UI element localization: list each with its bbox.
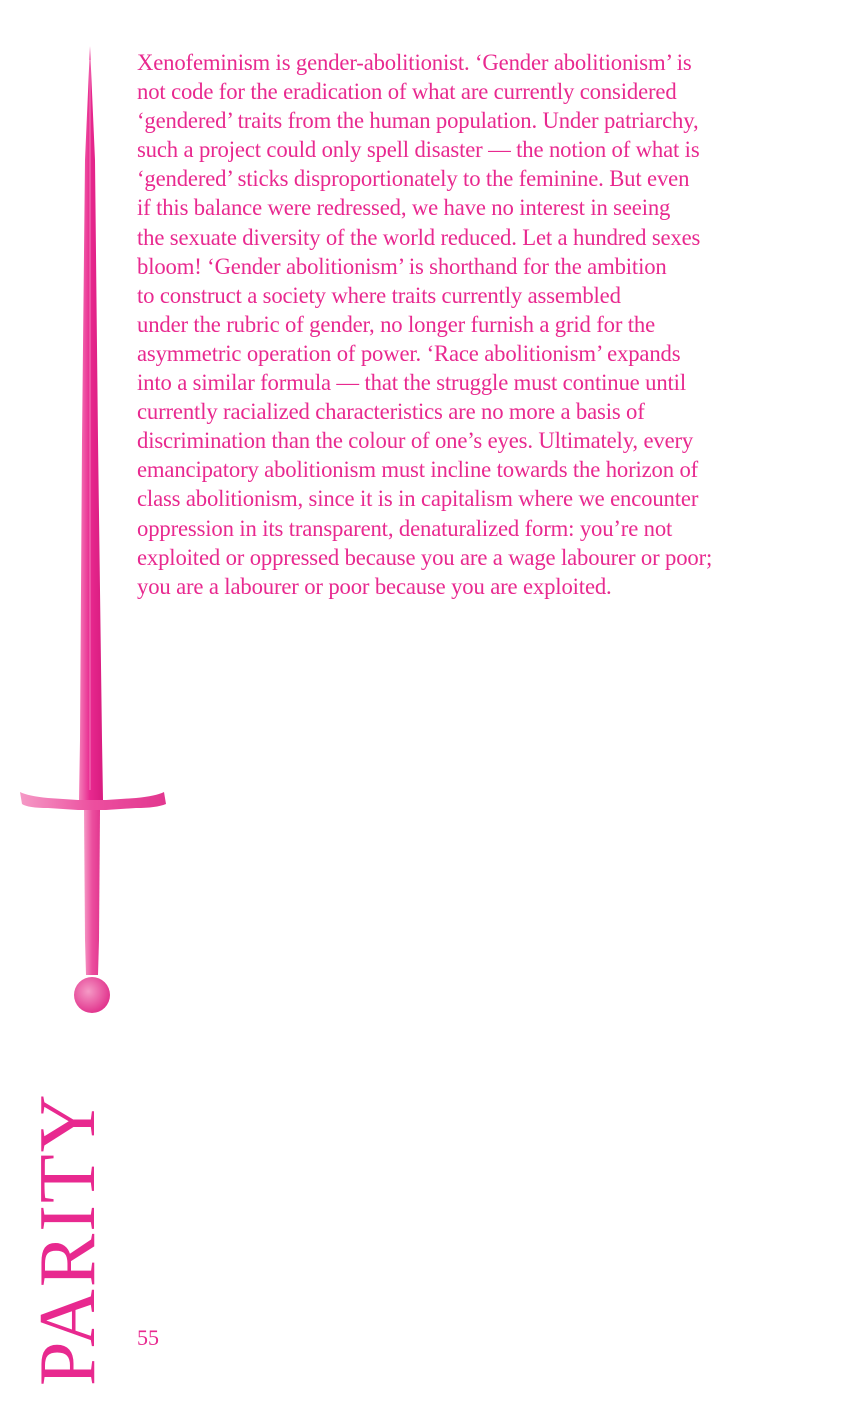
page-number: 55	[137, 1325, 159, 1350]
body-line: discrimination than the colour of one’s eyes. Ultimately, every	[137, 428, 694, 454]
body-line: you are a labourer or poor because you are exploited.	[137, 573, 612, 599]
body-line: to construct a society where traits currently assembled	[137, 282, 621, 308]
sword-pommel	[74, 977, 110, 1013]
body-line: if this balance were redressed, we have no interest in seeing	[137, 195, 671, 221]
body-line: ‘gendered’ traits from the human population. Under patriarchy,	[137, 108, 699, 134]
sword-grip	[84, 810, 100, 975]
body-line: Xenofeminism is gender-abolitionist. ‘Gender abolitionism’ is	[137, 50, 692, 75]
body-line: the sexuate diversity of the world reduced. Let a hundred sexes	[137, 224, 701, 250]
body-line: such a project could only spell disaster — the notion of what is	[137, 137, 700, 163]
section-title: PARITY	[24, 1092, 112, 1386]
body-line: not code for the eradication of what are currently considered	[137, 79, 677, 105]
body-line: class abolitionism, since it is in capitalism where we encounter	[137, 486, 699, 512]
body-line: currently racialized characteristics are no more a basis of	[137, 399, 645, 425]
body-line: asymmetric operation of power. ‘Race abolitionism’ expands	[137, 340, 681, 366]
body-line: ‘gendered’ sticks disproportionately to the feminine. But even	[137, 166, 690, 192]
body-line: emancipatory abolitionism must incline towards the horizon of	[137, 457, 699, 483]
body-line: oppression in its transparent, denaturalized form: you’re not	[137, 515, 673, 541]
body-line: into a similar formula — that the struggle must continue until	[137, 370, 686, 396]
body-line: exploited or oppressed because you are a wage labourer or poor;	[137, 544, 713, 570]
body-paragraph	[137, 48, 827, 601]
body-line: bloom! ‘Gender abolitionism’ is shorthand for the ambition	[137, 253, 667, 279]
sword-blade	[79, 46, 103, 800]
body-line: under the rubric of gender, no longer furnish a grid for the	[137, 311, 656, 337]
